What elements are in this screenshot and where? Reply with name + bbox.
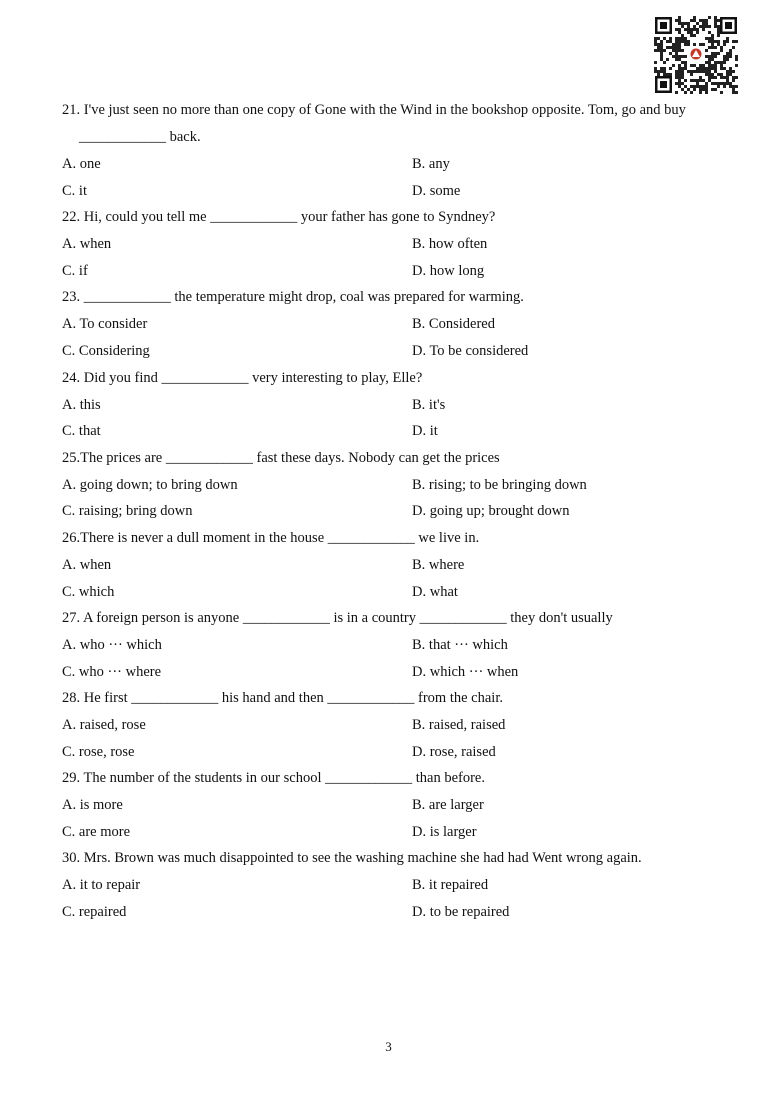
answer-option: C. if: [62, 262, 88, 279]
answer-option: A. when: [62, 236, 112, 253]
answer-option: B. Considered: [412, 316, 495, 333]
question-item: [62, 204, 722, 284]
answer-option: A. To consider: [62, 316, 148, 333]
answer-option: A. who ··· which: [62, 637, 162, 654]
answer-option: A. it to repair: [62, 877, 141, 894]
question-stem: 26.There is never a dull moment in the house ____________ we live in.: [62, 529, 480, 546]
answer-option: D. how long: [412, 262, 485, 279]
page-number: 3: [385, 1039, 392, 1054]
answer-option: B. raised, raised: [412, 716, 506, 733]
question-item: [62, 525, 722, 605]
answer-option: D. what: [412, 583, 458, 600]
answer-options: [62, 552, 722, 605]
answer-option: C. who ··· where: [62, 663, 162, 680]
answer-options: [62, 792, 722, 845]
answer-option: B. rising; to be bringing down: [412, 476, 587, 493]
answer-option: B. where: [412, 556, 465, 573]
answer-option: D. it: [412, 423, 438, 440]
question-item: [62, 445, 722, 525]
answer-option: A. one: [62, 156, 101, 172]
answer-option: D. To be considered: [412, 342, 529, 359]
answer-option: D. which ··· when: [412, 663, 519, 680]
question-stem: 22. Hi, could you tell me ____________ your father has gone to Syndney?: [62, 209, 496, 226]
answer-option: B. it's: [412, 396, 446, 413]
question-item: [62, 284, 722, 364]
answer-option: B. are larger: [412, 797, 484, 814]
answer-option: D. is larger: [412, 823, 477, 840]
answer-option: D. going up; brought down: [412, 503, 570, 520]
answer-option: C. raising; bring down: [62, 503, 193, 520]
answer-option: B. that ··· which: [412, 637, 508, 654]
answer-option: A. this: [62, 396, 101, 413]
answer-option: C. Considering: [62, 342, 150, 359]
answer-options: [62, 311, 722, 364]
answer-option: D. rose, raised: [412, 743, 496, 760]
question-stem: 21. I've just seen no more than one copy of Gone with the Wind in the bookshop opposite. Tom, go and buy ____________ back.: [62, 102, 686, 145]
answer-option: C. are more: [62, 823, 131, 840]
answer-option: A. when: [62, 556, 112, 573]
answer-option: A. is more: [62, 797, 123, 814]
question-item: [62, 845, 722, 925]
question-stem: 25.The prices are ____________ fast these days. Nobody can get the prices: [62, 449, 500, 466]
answer-options: [62, 472, 722, 525]
answer-option: B. any: [412, 156, 450, 172]
answer-option: B. how often: [412, 236, 488, 253]
answer-options: [62, 231, 722, 284]
question-item: [62, 365, 722, 445]
answer-option: C. repaired: [62, 903, 127, 920]
question-stem: 23. ____________ the temperature might drop, coal was prepared for warming.: [62, 289, 524, 306]
answer-option: C. which: [62, 583, 115, 600]
answer-options: [62, 712, 722, 765]
question-stem: 27. A foreign person is anyone ____________ is in a country ____________ they don't usually: [62, 610, 613, 627]
answer-option: A. raised, rose: [62, 716, 146, 733]
answer-option: C. rose, rose: [62, 743, 135, 760]
question-stem: 29. The number of the students in our school ____________ than before.: [62, 770, 485, 787]
question-stem: 28. He first ____________ his hand and then ____________ from the chair.: [62, 689, 503, 706]
answer-option: D. some: [412, 182, 461, 199]
answer-options: [62, 872, 722, 925]
answer-option: C. that: [62, 423, 101, 440]
logo-icon: [689, 47, 703, 61]
qr-code: [654, 16, 738, 94]
answer-options: [62, 392, 722, 445]
question-item: [62, 605, 722, 685]
answer-option: C. it: [62, 182, 87, 199]
answer-option: D. to be repaired: [412, 903, 510, 920]
question-list: [62, 97, 722, 926]
question-stem: 30. Mrs. Brown was much disappointed to see the washing machine she had had Went wrong again.: [62, 850, 642, 867]
answer-options: [62, 632, 722, 685]
answer-option: A. going down; to bring down: [62, 476, 238, 493]
question-item: [62, 685, 722, 765]
question-item: [62, 765, 722, 845]
answer-options: [62, 151, 722, 204]
question-item: [62, 97, 722, 204]
answer-option: B. it repaired: [412, 877, 489, 894]
question-stem: 24. Did you find ____________ very interesting to play, Elle?: [62, 369, 423, 386]
